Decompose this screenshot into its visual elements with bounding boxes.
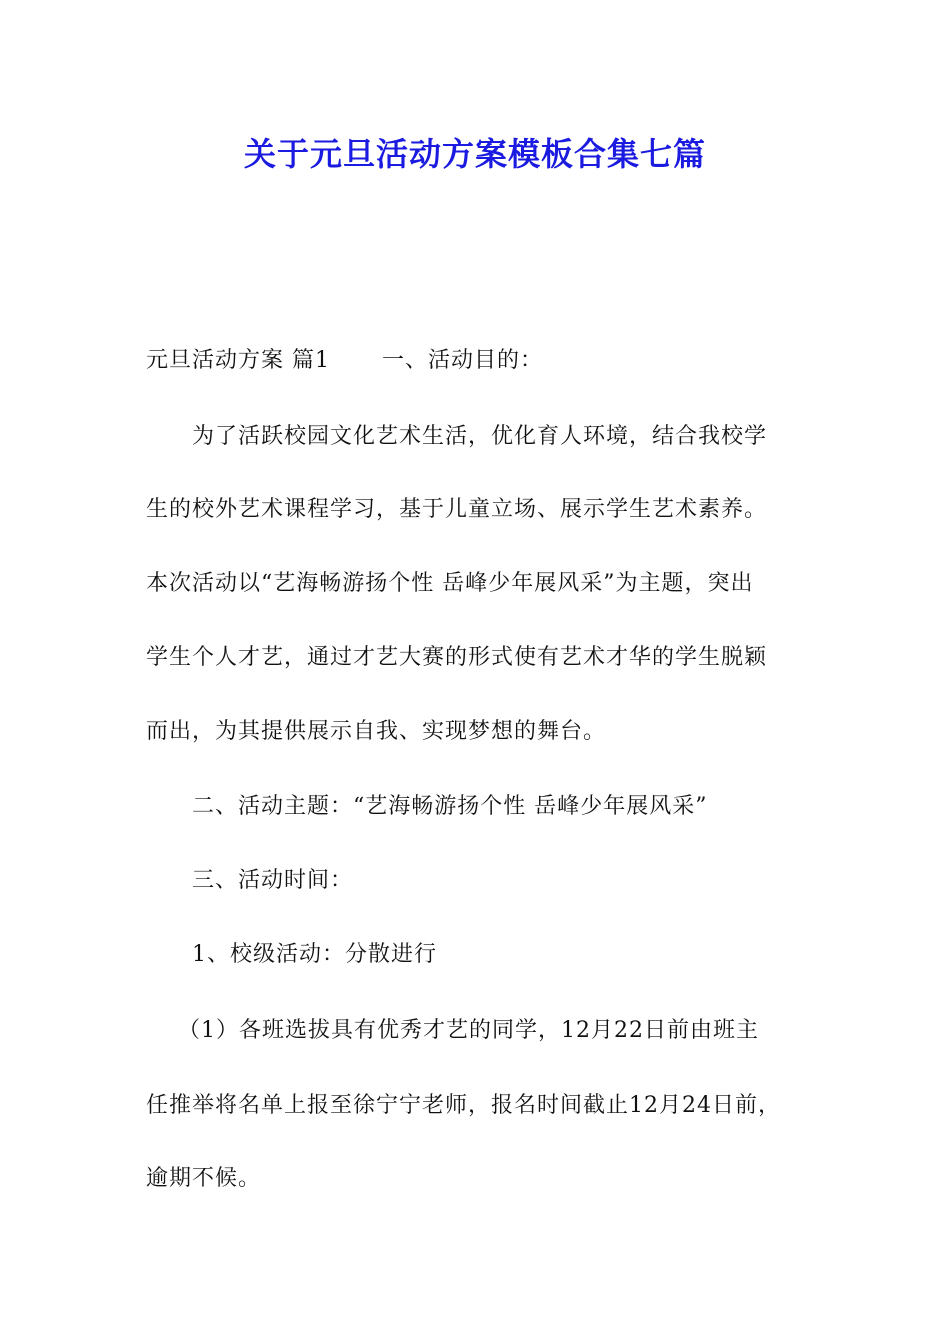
paragraph-line: 生的校外艺术课程学习，基于儿童立场、展示学生艺术素养。 [146,497,768,522]
paragraph-line: 而出，为其提供展示自我、实现梦想的舞台。 [146,719,607,744]
document-title: 关于元旦活动方案模板合集七篇 [243,135,706,173]
section-heading [146,346,826,376]
paragraph-line: 为了活跃校园文化艺术生活，优化育人环境，结合我校学 [192,424,768,449]
paragraph-line: 1、校级活动：分散进行 [192,942,437,967]
subsection-heading: 一、活动目的： [382,348,544,373]
section-label: 元旦活动方案 篇1 [146,348,330,373]
paragraph-line: 二、活动主题：“艺海畅游扬个性 岳峰少年展风采” [192,794,708,819]
paragraph-line: 逾期不候。 [146,1166,262,1191]
paragraph-line: （1）各班选拔具有优秀才艺的同学，12月22日前由班主 [178,1018,759,1043]
paragraph-line: 本次活动以“艺海畅游扬个性 岳峰少年展风采”为主题，突出 [146,571,754,596]
paragraph-line: 三、活动时间： [192,868,354,893]
paragraph-line: 任推举将名单上报至徐宁宁老师，报名时间截止12月24日前， [146,1093,781,1118]
paragraph-line: 学生个人才艺，通过才艺大赛的形式使有艺术才华的学生脱颖 [146,645,768,670]
